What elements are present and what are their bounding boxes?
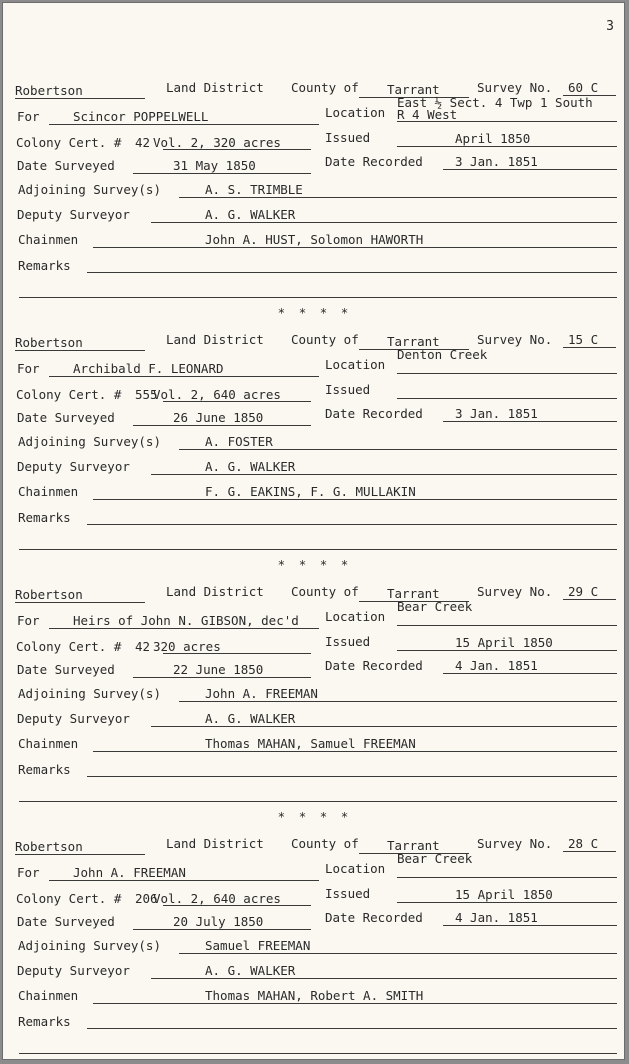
date-recorded-line — [443, 421, 617, 422]
survey-no-label: Survey No. — [477, 332, 553, 347]
survey-no-line — [563, 599, 616, 600]
cert-detail-line — [163, 905, 311, 906]
adjoining-line — [179, 197, 617, 198]
district-line — [15, 98, 145, 99]
county-of-label: County of — [291, 332, 359, 347]
record-separator: * * * * — [277, 557, 352, 572]
remarks-label: Remarks — [18, 258, 71, 273]
colony-cert-label: Colony Cert. # — [16, 891, 122, 906]
date-recorded-line — [443, 925, 617, 926]
chainmen-line — [93, 247, 617, 248]
survey-record — [3, 3, 625, 273]
remarks-label: Remarks — [18, 762, 71, 777]
chainmen-label: Chainmen — [18, 232, 79, 247]
chainmen-value: John A. HUST, Solomon HAWORTH — [205, 232, 424, 247]
adjoining-value: Samuel FREEMAN — [205, 938, 311, 953]
location-label: Location — [325, 105, 386, 120]
land-district-label: Land District — [166, 80, 264, 95]
adjoining-line — [179, 701, 617, 702]
survey-record — [3, 507, 625, 777]
chainmen-line — [93, 499, 617, 500]
cert-detail-line — [163, 653, 311, 654]
deputy-line — [151, 222, 617, 223]
district-line — [15, 350, 145, 351]
remarks-label: Remarks — [18, 1014, 71, 1029]
adjoining-value: A. FOSTER — [205, 434, 273, 449]
date-surveyed-label: Date Surveyed — [17, 410, 115, 425]
record-separator: * * * * — [277, 809, 352, 824]
for-label: For — [17, 613, 40, 628]
date-surveyed-value: 20 July 1850 — [173, 914, 264, 929]
issued-label: Issued — [325, 886, 371, 901]
chainmen-line — [93, 1003, 617, 1004]
deputy-line — [151, 726, 617, 727]
issued-value: April 1850 — [455, 131, 531, 146]
colony-cert-label: Colony Cert. # — [16, 387, 122, 402]
colony-cert-value: 42 — [135, 135, 151, 150]
for-line — [49, 376, 319, 377]
cert-detail-value: Vol. 2, 640 acres — [153, 387, 281, 402]
survey-record — [3, 759, 625, 1029]
date-surveyed-label: Date Surveyed — [17, 914, 115, 929]
survey-no-value: 28 C — [568, 836, 599, 851]
date-surveyed-line — [133, 425, 311, 426]
deputy-label: Deputy Surveyor — [17, 459, 130, 474]
page-number: 3 — [606, 19, 614, 34]
land-district-label: Land District — [166, 332, 264, 347]
adjoining-label: Adjoining Survey(s) — [18, 686, 161, 701]
deputy-value: A. G. WALKER — [205, 711, 296, 726]
colony-cert-label: Colony Cert. # — [16, 135, 122, 150]
remarks-line-2 — [19, 1053, 617, 1054]
adjoining-line — [179, 449, 617, 450]
location-value: East ½ Sect. 4 Twp 1 South — [397, 95, 593, 110]
land-district-label: Land District — [166, 584, 264, 599]
location-value: Denton Creek — [397, 347, 488, 362]
survey-no-label: Survey No. — [477, 584, 553, 599]
date-recorded-value: 3 Jan. 1851 — [455, 154, 538, 169]
district-line — [15, 602, 145, 603]
location-line — [397, 877, 617, 878]
document-page — [2, 2, 625, 1060]
location-line — [397, 625, 617, 626]
location-value-2: R 4 West — [397, 107, 458, 122]
for-value: Archibald F. LEONARD — [73, 361, 224, 376]
district-value: Robertson — [15, 839, 83, 854]
colony-cert-label: Colony Cert. # — [16, 639, 122, 654]
date-surveyed-value: 22 June 1850 — [173, 662, 264, 677]
date-surveyed-label: Date Surveyed — [17, 662, 115, 677]
adjoining-value: A. S. TRIMBLE — [205, 182, 303, 197]
issued-label: Issued — [325, 382, 371, 397]
deputy-value: A. G. WALKER — [205, 207, 296, 222]
county-value: Tarrant — [387, 586, 440, 601]
for-line — [49, 628, 319, 629]
for-label: For — [17, 865, 40, 880]
colony-cert-value: 206 — [135, 891, 158, 906]
issued-line — [397, 902, 617, 903]
date-recorded-value: 4 Jan. 1851 — [455, 658, 538, 673]
deputy-value: A. G. WALKER — [205, 459, 296, 474]
deputy-value: A. G. WALKER — [205, 963, 296, 978]
date-surveyed-line — [133, 929, 311, 930]
county-value: Tarrant — [387, 334, 440, 349]
deputy-label: Deputy Surveyor — [17, 207, 130, 222]
chainmen-label: Chainmen — [18, 484, 79, 499]
chainmen-value: F. G. EAKINS, F. G. MULLAKIN — [205, 484, 416, 499]
survey-no-value: 29 C — [568, 584, 599, 599]
survey-no-line — [563, 851, 616, 852]
deputy-label: Deputy Surveyor — [17, 963, 130, 978]
location-label: Location — [325, 357, 386, 372]
cert-detail-value: Vol. 2, 320 acres — [153, 135, 281, 150]
adjoining-label: Adjoining Survey(s) — [18, 182, 161, 197]
date-surveyed-line — [133, 173, 311, 174]
land-district-label: Land District — [166, 836, 264, 851]
location-label: Location — [325, 861, 386, 876]
location-label: Location — [325, 609, 386, 624]
for-line — [49, 124, 319, 125]
deputy-line — [151, 978, 617, 979]
location-value: Bear Creek — [397, 851, 473, 866]
county-value: Tarrant — [387, 838, 440, 853]
for-value: John A. FREEMAN — [73, 865, 186, 880]
district-value: Robertson — [15, 335, 83, 350]
date-recorded-label: Date Recorded — [325, 406, 423, 421]
for-label: For — [17, 109, 40, 124]
survey-no-line — [563, 347, 616, 348]
survey-record — [3, 255, 625, 525]
for-value: Scincor POPPELWELL — [73, 109, 209, 124]
survey-no-value: 15 C — [568, 332, 599, 347]
deputy-line — [151, 474, 617, 475]
cert-detail-value: 320 acres — [153, 639, 221, 654]
district-value: Robertson — [15, 83, 83, 98]
date-surveyed-value: 31 May 1850 — [173, 158, 256, 173]
adjoining-label: Adjoining Survey(s) — [18, 938, 161, 953]
for-label: For — [17, 361, 40, 376]
issued-label: Issued — [325, 634, 371, 649]
district-line — [15, 854, 145, 855]
cert-detail-value: Vol. 2, 640 acres — [153, 891, 281, 906]
cert-detail-line — [163, 401, 311, 402]
colony-cert-value: 42 — [135, 639, 151, 654]
date-recorded-line — [443, 673, 617, 674]
chainmen-label: Chainmen — [18, 736, 79, 751]
date-recorded-label: Date Recorded — [325, 658, 423, 673]
chainmen-value: Thomas MAHAN, Samuel FREEMAN — [205, 736, 416, 751]
date-recorded-label: Date Recorded — [325, 910, 423, 925]
date-recorded-value: 3 Jan. 1851 — [455, 406, 538, 421]
county-of-label: County of — [291, 836, 359, 851]
county-value: Tarrant — [387, 82, 440, 97]
issued-label: Issued — [325, 130, 371, 145]
date-surveyed-line — [133, 677, 311, 678]
survey-no-value: 60 C — [568, 80, 599, 95]
remarks-label: Remarks — [18, 510, 71, 525]
colony-cert-value: 555 — [135, 387, 158, 402]
chainmen-label: Chainmen — [18, 988, 79, 1003]
date-recorded-label: Date Recorded — [325, 154, 423, 169]
survey-no-label: Survey No. — [477, 836, 553, 851]
location-line — [397, 121, 617, 122]
date-recorded-value: 4 Jan. 1851 — [455, 910, 538, 925]
cert-detail-line — [163, 149, 311, 150]
issued-value: 15 April 1850 — [455, 887, 553, 902]
record-separator: * * * * — [277, 305, 352, 320]
adjoining-label: Adjoining Survey(s) — [18, 434, 161, 449]
chainmen-line — [93, 751, 617, 752]
district-value: Robertson — [15, 587, 83, 602]
for-value: Heirs of John N. GIBSON, dec'd — [73, 613, 299, 628]
date-surveyed-value: 26 June 1850 — [173, 410, 264, 425]
chainmen-value: Thomas MAHAN, Robert A. SMITH — [205, 988, 424, 1003]
adjoining-value: John A. FREEMAN — [205, 686, 318, 701]
remarks-line — [87, 1028, 617, 1029]
issued-line — [397, 146, 617, 147]
location-line — [397, 373, 617, 374]
adjoining-line — [179, 953, 617, 954]
location-value: Bear Creek — [397, 599, 473, 614]
issued-line — [397, 398, 617, 399]
issued-line — [397, 650, 617, 651]
date-surveyed-label: Date Surveyed — [17, 158, 115, 173]
date-recorded-line — [443, 169, 617, 170]
survey-no-label: Survey No. — [477, 80, 553, 95]
county-of-label: County of — [291, 80, 359, 95]
county-of-label: County of — [291, 584, 359, 599]
for-line — [49, 880, 319, 881]
issued-value: 15 April 1850 — [455, 635, 553, 650]
deputy-label: Deputy Surveyor — [17, 711, 130, 726]
